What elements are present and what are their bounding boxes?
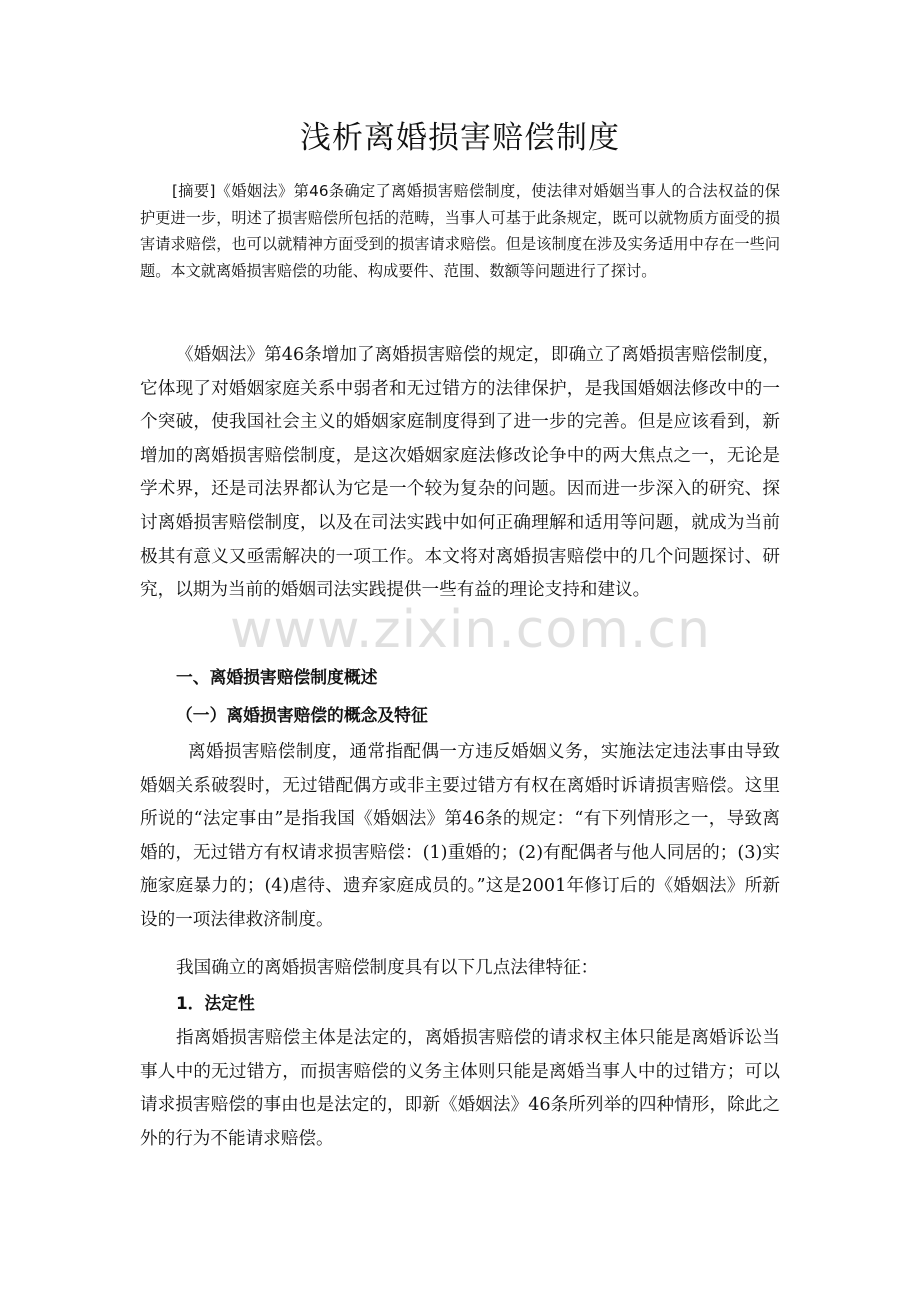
document-title: 浅析离婚损害赔偿制度 — [300, 120, 620, 156]
subsection-heading: （一）离婚损害赔偿的概念及特征 — [176, 705, 428, 725]
section-heading: 一、离婚损害赔偿制度概述 — [176, 667, 378, 687]
feature-heading: 1．法定性 — [176, 993, 255, 1013]
abstract-paragraph: [摘要]《婚姻法》第46条确定了离婚损害赔偿制度，使法律对婚姻当事人的合法权益的保护更进一步，明述了损害赔偿所包括的范畴，当事人可基于此条规定，既可以就物质方面受的损害请求赔偿，也可以就精神方面受到的损害请求赔偿。但是该制度在涉及实务适用中存在一些问题。本文就离婚损害赔偿的功能、构成要件、范围、数额等问题进行了探讨。 — [140, 182, 780, 280]
feature-paragraph: 指离婚损害赔偿主体是法定的，离婚损害赔偿的请求权主体只能是离婚诉讼当事人中的无过错方，而损害赔偿的义务主体则只能是离婚当事人中的过错方；可以请求损害赔偿的事由也是法定的，即新《婚姻法》46条所列举的四种情形，除此之外的行为不能请求赔偿。 — [140, 1028, 780, 1149]
definition-paragraph: 离婚损害赔偿制度，通常指配偶一方违反婚姻义务，实施法定违法事由导致婚姻关系破裂时，无过错配偶方或非主要过错方有权在离婚时诉请损害赔偿。这里所说的“法定事由”是指我国《婚姻法》第46条的规定：“有下列情形之一，导致离婚的，无过错方有权请求损害赔偿：(1)重婚的；(2)有配偶者与他人同居的；(3)实施家庭暴力的；(4)虐待、遗弃家庭成员的。”这是2001年修订后的《婚姻法》所新设的一项法律救济制度。 — [140, 742, 780, 930]
intro-paragraph: 《婚姻法》第46条增加了离婚损害赔偿的规定，即确立了离婚损害赔偿制度，它体现了对婚姻家庭关系中弱者和无过错方的法律保护，是我国婚姻法修改中的一个突破，使我国社会主义的婚姻家庭制度得到了进一步的完善。但是应该看到，新增加的离婚损害赔偿制度，是这次婚姻家庭法修改论争中的两大焦点之一，无论是学术界，还是司法界都认为它是一个较为复杂的问题。因而进一步深入的研究、探讨离婚损害赔偿制度，以及在司法实践中如何正确理解和适用等问题，就成为当前极其有意义又亟需解决的一项工作。本文将对离婚损害赔偿中的几个问题探讨、研究，以期为当前的婚姻司法实践提供一些有益的理论支持和建议。 — [140, 345, 780, 601]
watermark-text: www.zixin.com.cn — [230, 600, 711, 660]
features-intro-paragraph: 我国确立的离婚损害赔偿制度具有以下几点法律特征： — [176, 958, 599, 978]
